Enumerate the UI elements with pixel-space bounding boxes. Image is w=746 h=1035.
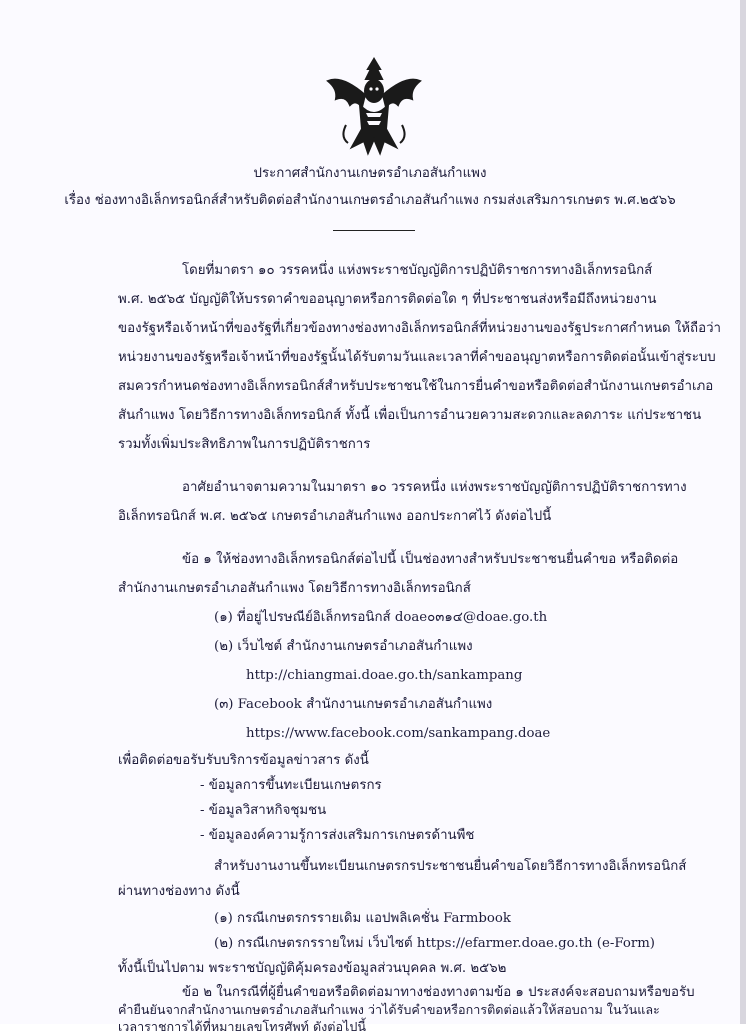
registration-line: ผ่านทางช่องทาง ดังนี้ (118, 884, 240, 899)
channel-facebook-url: https://www.facebook.com/sankampang.doae (246, 726, 551, 741)
services-intro: เพื่อติดต่อขอรับรับบริการข้อมูลข่าวสาร ดังนี้ (118, 753, 369, 768)
intro-line: สมควรกำหนดช่องทางอิเล็กทรอนิกส์สำหรับประชาชนใช้ในการยื่นคำขอหรือติดต่อสำนักงานเกษตรอำเภอ (118, 379, 714, 394)
clause2-line: เวลาราชการได้ที่หมายเลขโทรศัพท์ ดังต่อไปนี้ (118, 1019, 366, 1034)
registration-line: สำหรับงานงานขึ้นทะเบียนเกษตรกรประชาชนยื่นคำขอโดยวิธีการทางอิเล็กทรอนิกส์ (214, 859, 687, 874)
channel-email: (๑) ที่อยู่ไปรษณีย์อิเล็กทรอนิกส์ doae๐๓๑๔@doae.go.th (214, 610, 548, 625)
clause1-line: ข้อ ๑ ให้ช่องทางอิเล็กทรอนิกส์ต่อไปนี้ เป็นช่องทางสำหรับประชาชนยื่นคำขอ หรือติดต่อ (182, 552, 679, 567)
document-title: ประกาศสำนักงานเกษตรอำเภอสันกำแพง (253, 166, 487, 181)
intro-line: หน่วยงานของรัฐหรือเจ้าหน้าที่ของรัฐนั้นได้รับตามวันและเวลาที่คำขออนุญาตหรือการติดต่อนั้นเข้าสู่ระบบ (118, 350, 716, 365)
authority-line: อาศัยอำนาจตามความในมาตรา ๑๐ วรรคหนึ่ง แห่งพระราชบัญญัติการปฏิบัติราชการทาง (182, 480, 687, 495)
document-subject: เรื่อง ช่องทางอิเล็กทรอนิกส์สำหรับติดต่อสำนักงานเกษตรอำเภอสันกำแพง กรมส่งเสริมการเกษตร พ.ศ.๒๕๖๖ (64, 193, 676, 208)
title-divider (333, 230, 415, 231)
channel-website: (๒) เว็บไซต์ สำนักงานเกษตรอำเภอสันกำแพง (214, 639, 473, 654)
intro-line: ของรัฐหรือเจ้าหน้าที่ของรัฐที่เกี่ยวข้องทางช่องทางอิเล็กทรอนิกส์ที่หน่วยงานของรัฐประกาศกำหนด ให้ถือว่า (118, 321, 722, 336)
clause1-line: สำนักงานเกษตรอำเภอสันกำแพง โดยวิธีการทางอิเล็กทรอนิกส์ (118, 581, 471, 596)
service-item: - ข้อมูลองค์ความรู้การส่งเสริมการเกษตรด้านพืช (200, 828, 475, 843)
service-item: - ข้อมูลวิสาหกิจชุมชน (200, 803, 327, 818)
clause2-line: ข้อ ๒ ในกรณีที่ผู้ยื่นคำขอหรือติดต่อมาทางช่องทางตามข้อ ๑ ประสงค์จะสอบถามหรือขอรับ (182, 985, 695, 1000)
garuda-emblem-icon (322, 55, 426, 159)
intro-line: รวมทั้งเพิ่มประสิทธิภาพในการปฏิบัติราชการ (118, 437, 371, 452)
channel-facebook: (๓) Facebook สำนักงานเกษตรอำเภอสันกำแพง (214, 697, 493, 712)
channel-website-url: http://chiangmai.doae.go.th/sankampang (246, 668, 523, 683)
clause2-line: คำยืนยันจากสำนักงานเกษตรอำเภอสันกำแพง ว่าได้รับคำขอหรือการติดต่อแล้วให้สอบถาม ในวันและ (118, 1002, 660, 1017)
registration-option: (๒) กรณีเกษตรกรรายใหม่ เว็บไซต์ https://efarmer.doae.go.th (e-Form) (214, 936, 655, 951)
pdpa-note: ทั้งนี้เป็นไปตาม พระราชบัญญัติคุ้มครองข้อมูลส่วนบุคคล พ.ศ. ๒๕๖๒ (118, 961, 507, 976)
authority-line: อิเล็กทรอนิกส์ พ.ศ. ๒๕๖๕ เกษตรอำเภอสันกำแพง ออกประกาศไว้ ดังต่อไปนี้ (118, 509, 552, 524)
service-item: - ข้อมูลการขึ้นทะเบียนเกษตรกร (200, 778, 382, 793)
intro-line: สันกำแพง โดยวิธีการทางอิเล็กทรอนิกส์ ทั้งนี้ เพื่อเป็นการอำนวยความสะดวกและลดภาระ แก่ประชาชน (118, 408, 702, 423)
registration-option: (๑) กรณีเกษตรกรรายเดิม แอปพลิเคชั่น Farmbook (214, 911, 511, 926)
intro-line: โดยที่มาตรา ๑๐ วรรคหนึ่ง แห่งพระราชบัญญัติการปฏิบัติราชการทางอิเล็กทรอนิกส์ (182, 263, 653, 278)
intro-line: พ.ศ. ๒๕๖๕ บัญญัติให้บรรดาคำขออนุญาตหรือการติดต่อใด ๆ ที่ประชาชนส่งหรือมีถึงหน่วยงาน (118, 292, 657, 307)
